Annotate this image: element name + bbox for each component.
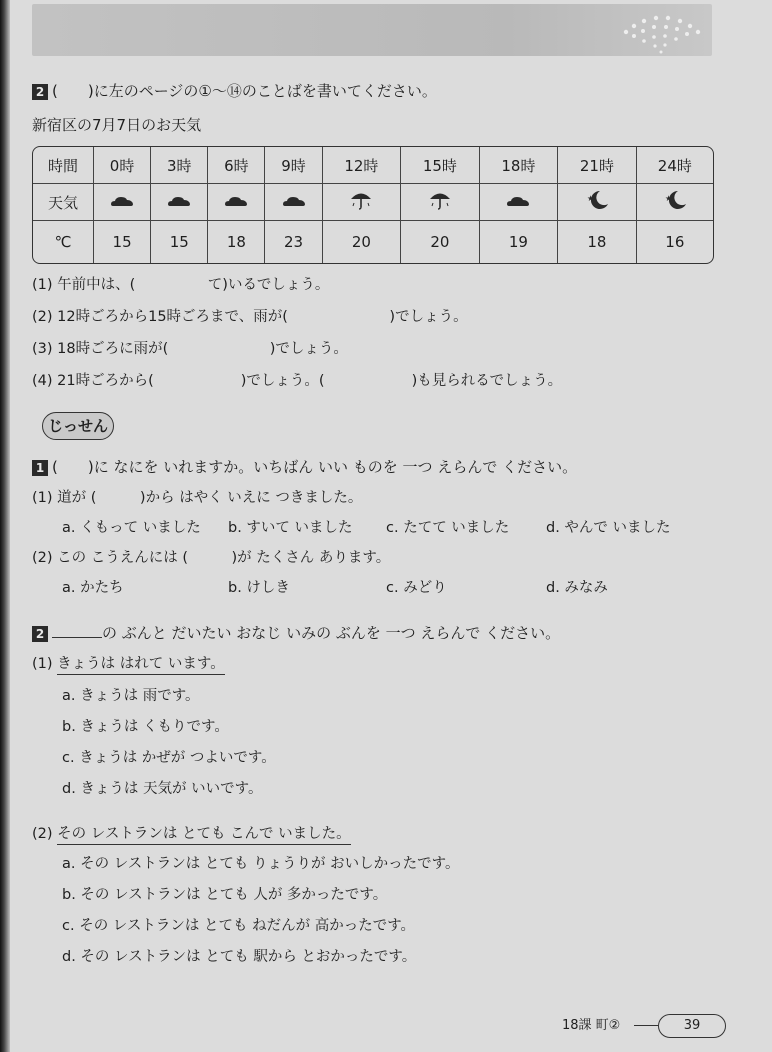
answer-option: d. やんで いました (546, 520, 671, 536)
time-cell: 3時 (151, 147, 208, 184)
answer-option: b. きょうは くもりです。 (62, 719, 229, 735)
item-text: 道が ( )から はやく いえに つきました。 (57, 490, 363, 506)
weather-cell (151, 184, 208, 221)
weather-cell (480, 184, 559, 221)
temp-cell: 20 (323, 221, 402, 263)
cloud-icon (282, 195, 306, 207)
header-band (32, 4, 712, 56)
umbrella-icon (349, 190, 373, 210)
answer-option: d. その レストランは とても 駅から とおかったです。 (62, 949, 417, 965)
table-title: 新宿区の7月7日のお天気 (32, 116, 202, 134)
weather-cell (323, 184, 402, 221)
fill-in-item (32, 305, 468, 326)
workbook-page (10, 0, 772, 1052)
item-text: 18時ごろに雨が( )でしょう。 (57, 341, 348, 357)
time-cell: 15時 (401, 147, 480, 184)
item-number: (1) (32, 490, 53, 506)
cloud-icon (506, 195, 530, 207)
time-cell: 6時 (208, 147, 265, 184)
time-cell: 12時 (323, 147, 402, 184)
weather-cell (558, 184, 637, 221)
item-number: (1) (32, 656, 53, 672)
answer-option: a. きょうは 雨です。 (62, 688, 200, 704)
section-number-badge: 2 (32, 84, 48, 100)
row-label-time: 時間 (33, 147, 94, 184)
item-text: 12時ごろから15時ごろまで、雨が( )でしょう。 (57, 309, 468, 325)
moon-star-icon (662, 189, 688, 211)
time-cell: 21時 (558, 147, 637, 184)
page-number: 39 (658, 1014, 726, 1038)
answer-option: a. その レストランは とても りょうりが おいしかったです。 (62, 856, 460, 872)
answer-option: c. その レストランは とても ねだんが 高かったです。 (62, 918, 416, 934)
fill-in-item (32, 369, 562, 390)
q1-item-stem (32, 546, 390, 567)
weather-cell (265, 184, 322, 221)
temp-cell: 15 (94, 221, 151, 263)
answer-option: d. みなみ (546, 580, 608, 596)
answer-option: c. きょうは かぜが つよいです。 (62, 750, 276, 766)
jissen-label: じっせん (42, 412, 114, 440)
weather-cell (401, 184, 480, 221)
cloud-icon (167, 195, 191, 207)
item-number: (2) (32, 550, 53, 566)
q1-instruction (32, 456, 577, 477)
time-cell: 9時 (265, 147, 322, 184)
answer-option: a. かたち (62, 580, 124, 596)
lesson-label: 18課 町② (562, 1018, 621, 1033)
answer-option: c. みどり (386, 580, 447, 596)
temp-cell: 23 (265, 221, 322, 263)
section-number-badge: 2 (32, 626, 48, 642)
time-cell: 0時 (94, 147, 151, 184)
section2-instruction (32, 80, 437, 101)
footer-rule (634, 1025, 658, 1026)
book-binding (0, 0, 10, 1052)
answer-option: b. その レストランは とても 人が 多かったです。 (62, 887, 388, 903)
weather-cell (208, 184, 265, 221)
temp-cell: 18 (208, 221, 265, 263)
item-number: (3) (32, 341, 53, 357)
weather-cell (637, 184, 713, 221)
cloud-icon (110, 195, 134, 207)
fill-in-item (32, 273, 329, 294)
item-number: (2) (32, 309, 53, 325)
umbrella-icon (428, 190, 452, 210)
instruction-text: の ぶんと だいたい おなじ いみの ぶんを 一つ えらんで ください。 (102, 624, 561, 642)
time-row (33, 147, 713, 184)
item-number: (1) (32, 277, 53, 293)
moon-star-icon (584, 189, 610, 211)
answer-option: b. けしき (228, 580, 290, 596)
item-text: 21時ごろから( )でしょう。( )も見られるでしょう。 (57, 373, 563, 389)
answer-option: c. たてて いました (386, 520, 510, 536)
q2-item-stem (32, 822, 351, 843)
q1-item-stem (32, 486, 362, 507)
svg-text:★: ★ (586, 194, 595, 203)
temp-cell: 16 (665, 233, 685, 251)
underlined-sentence: きょうは はれて います。 (57, 656, 225, 675)
decorative-dots-icon (618, 12, 704, 58)
cloud-icon (224, 195, 248, 207)
item-number: (2) (32, 826, 53, 842)
temp-cell: 15 (151, 221, 208, 263)
instruction-text: ( )に左のページの①～⑭のことばを書いてください。 (52, 82, 437, 100)
temp-cell: 18 (558, 221, 637, 263)
q2-item-stem (32, 652, 225, 673)
weather-cell (94, 184, 151, 221)
answer-option: a. くもって いました (62, 520, 201, 536)
item-text: 午前中は、( て)いるでしょう。 (57, 277, 330, 293)
section-number-badge: 1 (32, 460, 48, 476)
row-label-weather: 天気 (33, 184, 94, 221)
answer-option: d. きょうは 天気が いいです。 (62, 781, 263, 797)
answer-option: b. すいて いました (228, 520, 353, 536)
q2-instruction (32, 622, 560, 643)
underlined-sentence: その レストランは とても こんで いました。 (57, 826, 351, 845)
item-number: (4) (32, 373, 53, 389)
fill-in-item (32, 337, 348, 358)
temp-cell: 20 (401, 221, 480, 263)
instruction-text: ( )に なにを いれますか。いちばん いい ものを 一つ えらんで ください。 (52, 458, 578, 476)
item-text: この こうえんには ( )が たくさん あります。 (57, 550, 391, 566)
temperature-row (33, 221, 713, 263)
underline-blank (52, 637, 102, 638)
row-label-temp: ℃ (33, 221, 94, 263)
time-cell: 18時 (480, 147, 559, 184)
weather-row (33, 184, 713, 221)
temp-cell: 19 (480, 221, 559, 263)
weather-table (32, 146, 714, 264)
svg-text:★: ★ (664, 194, 673, 203)
time-cell: 24時 (637, 147, 713, 184)
